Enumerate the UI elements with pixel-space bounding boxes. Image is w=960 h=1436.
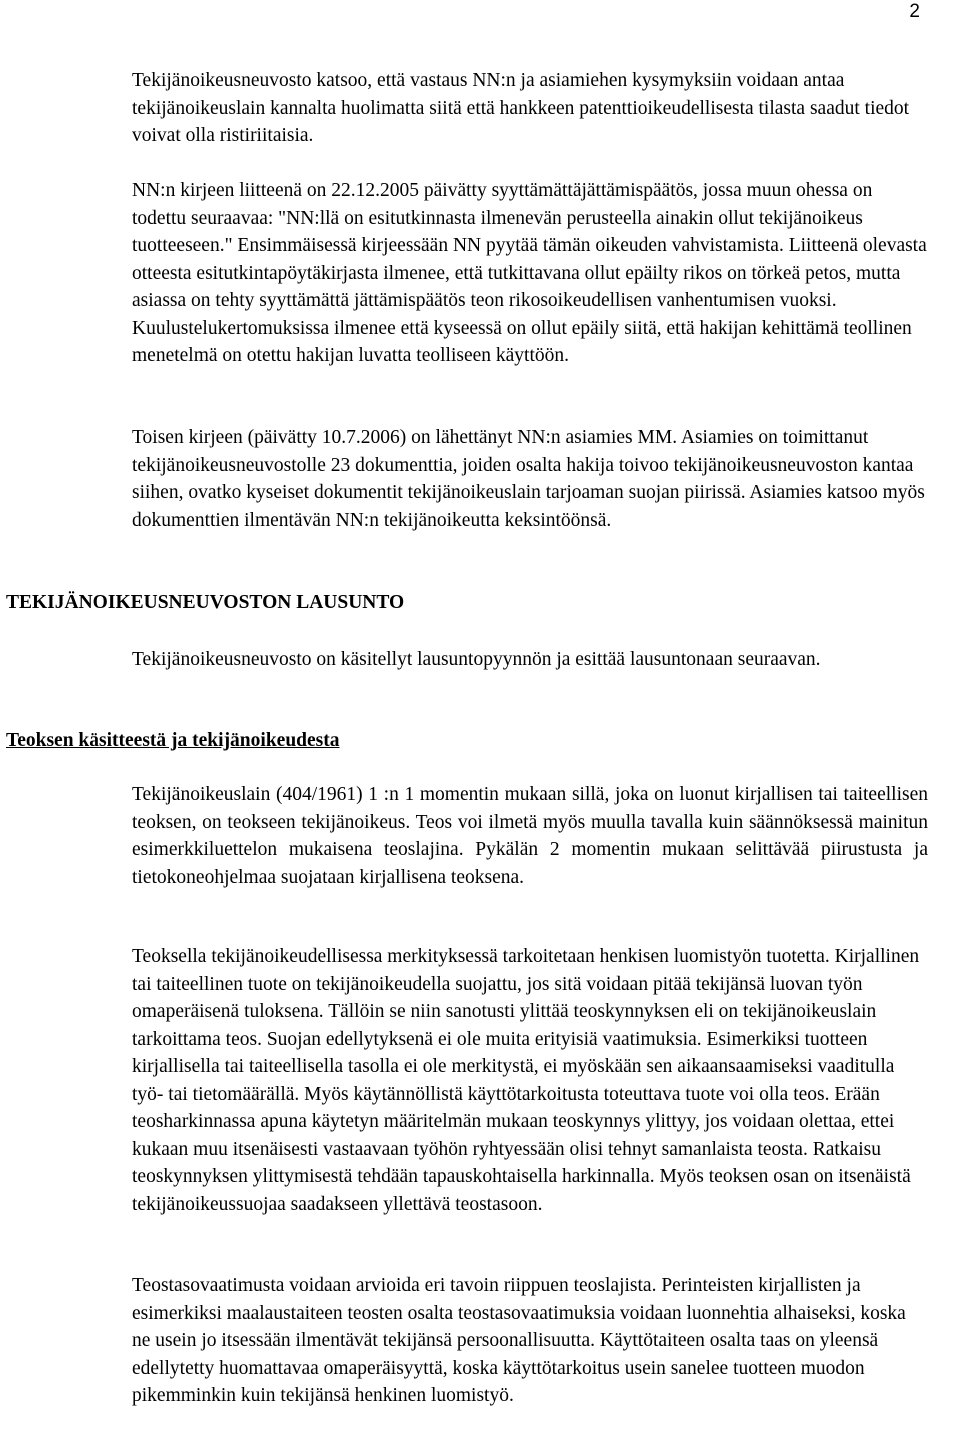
subsection-heading-work-concept: Teoksen käsitteestä ja tekijänoikeudesta xyxy=(6,730,340,751)
paragraph-work-level: Teostasovaatimusta voidaan arvioida eri tavoin riippuen teoslajista. Perinteisten kirjallisten ja esimerkiksi maalaustaiteen teosten osalta teostasovaatimuksia voidaan luonnehtia alhaiseksi, koska ne usein jo itsessään ilmentävät tekijänsä persoonallisuutta. Käyttötaiteen osalta taas on yleensä edellytetty huomattavaa omaperäisyyttä, koska käyttötarkoitus usein sanelee tuotteen muodon pikemminkin kuin tekijänsä henkinen luomistyö. xyxy=(132,1275,906,1406)
paragraph-copyright-law: Tekijänoikeuslain (404/1961) 1 :n 1 momentin mukaan sillä, joka on luonut kirjallisen tai taiteellisen teoksen, on teokseen tekijänoikeus. Teos voi ilmetä myös muulla tavalla kuin säännöksessä mainitun esimerkkiluettelon mukaisena teoslajina. Pykälän 2 momentin mukaan selittävää piirustusta ja tietokoneohjelmaa suojataan kirjallisena teoksena. xyxy=(132,784,928,888)
paragraph-second-letter: Toisen kirjeen (päivätty 10.7.2006) on lähettänyt NN:n asiamies MM. Asiamies on toimittanut tekijänoikeusneuvostolle 23 dokumenttia, joiden osalta hakija toivoo tekijänoikeusneuvoston kantaa siihen, ovatko kyseiset dokumentit tekijänoikeuslain tarjoaman suojan piirissä. Asiamies katsoo myös dokumenttien ilmentävän NN:n tekijänoikeutta keksintöönsä. xyxy=(132,427,925,531)
paragraph-conclusion-intro: Tekijänoikeusneuvosto katsoo, että vastaus NN:n ja asiamiehen kysymyksiin voidaan antaa tekijänoikeuslain kannalta huolimatta siitä että hankkeen patenttioikeudellisesta tilasta saadut tiedot voivat olla ristiriitaisia. xyxy=(132,70,910,146)
paragraph-attachment-decision: NN:n kirjeen liitteenä on 22.12.2005 päivätty syyttämättäjättämispäätös, jossa muun ohessa on todettu seuraavaa: "NN:llä on esitutkinnasta ilmenevän perusteella ainakin ollut tekijänoikeus tuotteeseen." Ensimmäisessä kirjeessään NN pyytää tämän oikeuden vahvistamista. Liitteenä olevasta otteesta esitutkintapöytäkirjasta ilmenee, että tutkittavana ollut epäilty rikos on törkeä petos, mutta asiassa on tehty syyttämättä jättämispäätös teon rikosoikeudellisen vanhentumisen vuoksi. Kuulustelukertomuksissa ilmenee että kyseessä on ollut epäily siitä, että hakijan kehittämä teollinen menetelmä on otettu hakijan luvatta teolliseen käyttöön. xyxy=(132,180,927,366)
paragraph-work-definition: Teoksella tekijänoikeudellisessa merkityksessä tarkoitetaan henkisen luomistyön tuotetta. Kirjallinen tai taiteellinen tuote on tekijänoikeudella suojattu, jos sitä voidaan pitää tekijänsä luovan työn omaperäisenä tuloksena. Tällöin se niin sanotusti ylittää teoskynnyksen eli on tekijänoikeuslain tarkoittama teos. Suojan edellytyksenä ei ole muita erityisiä vaatimuksia. Esimerkiksi tuotteen kirjallisella tai taiteellisella tasolla ei ole merkitystä, ei myöskään sen aikaansaamiseksi vaaditulla työ- tai tietomäärällä. Myös käytännöllistä käyttötarkoitusta toteuttava tuote voi olla teos. Erään teosharkinnassa apuna käytetyn määritelmän mukaan teoskynnys ylittyy, jos voidaan olettaa, ettei kukaan muu itsenäisesti vastaavaan työhön ryhtyessään olisi tehnyt samanlaista teosta. Ratkaisu teoskynnyksen ylittymisestä tehdään tapauskohtaisella harkinnalla. Myös teoksen osan on itsenäistä tekijänoikeussuojaa saadakseen yllettävä teostasoon. xyxy=(132,946,920,1215)
paragraph-statement-intro: Tekijänoikeusneuvosto on käsitellyt lausuntopyynnön ja esittää lausuntonaan seuraavan. xyxy=(132,649,821,670)
page-number: 2 xyxy=(909,1,920,22)
section-heading-statement: TEKIJÄNOIKEUSNEUVOSTON LAUSUNTO xyxy=(6,592,405,613)
